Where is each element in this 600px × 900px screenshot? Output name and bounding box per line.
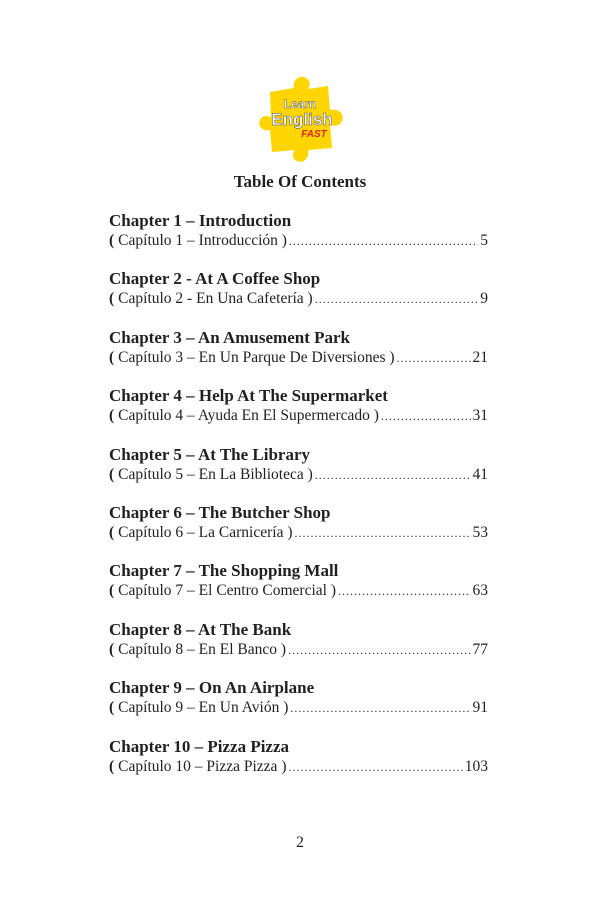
dot-leader	[338, 581, 471, 601]
page-ref: 63	[472, 582, 488, 600]
toc-entry-9[interactable]	[109, 678, 488, 736]
logo-english-text: English	[271, 110, 333, 129]
table-of-contents	[109, 211, 488, 795]
dot-leader	[289, 231, 478, 251]
page-title: Table Of Contents	[233, 172, 367, 191]
toc-entry-5[interactable]	[109, 445, 488, 503]
page-ref: 5	[480, 232, 488, 249]
chapter-subtitle-line	[109, 698, 488, 718]
open-paren: (	[109, 232, 115, 249]
page-ref: 9	[480, 290, 488, 308]
open-paren: (	[109, 348, 115, 366]
chapter-subtitle-line	[109, 465, 488, 485]
dot-leader	[315, 289, 479, 309]
chapter-subtitle-line	[109, 757, 488, 777]
toc-entry-2[interactable]	[109, 269, 488, 327]
page-ref: 21	[472, 348, 488, 366]
chapter-title: Chapter 7 – The Shopping Mall	[109, 561, 339, 581]
toc-entry-4[interactable]	[109, 386, 488, 444]
open-paren: (	[109, 407, 115, 425]
page-ref: 91	[472, 699, 488, 717]
toc-entry-7[interactable]	[109, 561, 488, 619]
chapter-subtitle: Capítulo 3 – En Un Parque De Diversiones )	[118, 348, 395, 366]
chapter-title: Chapter 8 – At The Bank	[109, 619, 292, 639]
dot-leader	[315, 465, 471, 485]
chapter-subtitle-line	[109, 289, 488, 309]
chapter-title: Chapter 2 - At A Coffee Shop	[109, 269, 321, 289]
chapter-subtitle-line	[109, 348, 488, 368]
chapter-title: Chapter 9 – On An Airplane	[109, 678, 315, 698]
chapter-subtitle: Capítulo 9 – En Un Avión )	[118, 699, 289, 717]
open-paren: (	[109, 699, 115, 717]
learn-english-fast-logo	[256, 74, 346, 168]
dot-leader	[381, 406, 471, 426]
open-paren: (	[109, 465, 115, 483]
open-paren: (	[109, 640, 115, 658]
open-paren: (	[109, 582, 115, 600]
chapter-subtitle: Capítulo 5 – En La Biblioteca )	[118, 465, 313, 483]
logo-learn-text: Learn	[283, 97, 317, 111]
chapter-subtitle: Capítulo 6 – La Carnicería )	[118, 523, 293, 541]
logo-fast-text: FAST	[301, 129, 327, 140]
page-ref: 31	[472, 407, 488, 425]
chapter-subtitle: Capítulo 1 – Introducción )	[118, 232, 287, 249]
chapter-title: Chapter 3 – An Amusement Park	[109, 327, 350, 347]
chapter-subtitle: Capítulo 4 – Ayuda En El Supermercado )	[118, 407, 379, 425]
chapter-subtitle-line	[109, 581, 488, 601]
open-paren: (	[109, 290, 115, 308]
chapter-subtitle-line	[109, 231, 488, 251]
chapter-subtitle: Capítulo 2 - En Una Cafetería )	[118, 290, 313, 308]
open-paren: (	[109, 757, 115, 775]
chapter-subtitle: Capítulo 7 – El Centro Comercial )	[118, 582, 336, 600]
page-number: 2	[296, 834, 304, 851]
page-ref: 53	[472, 523, 488, 541]
dot-leader	[397, 348, 471, 368]
chapter-title: Chapter 4 – Help At The Supermarket	[109, 386, 388, 406]
open-paren: (	[109, 523, 115, 541]
dot-leader	[288, 757, 462, 777]
chapter-title: Chapter 10 – Pizza Pizza	[109, 736, 290, 756]
chapter-subtitle: Capítulo 8 – En El Banco )	[118, 640, 287, 658]
toc-entry-3[interactable]	[109, 328, 488, 386]
chapter-subtitle-line	[109, 406, 488, 426]
toc-entry-10[interactable]	[109, 737, 488, 795]
dot-leader	[288, 640, 470, 660]
chapter-title: Chapter 1 – Introduction	[109, 211, 292, 230]
page-ref: 41	[472, 465, 488, 483]
dot-leader	[295, 523, 471, 543]
chapter-title: Chapter 6 – The Butcher Shop	[109, 502, 331, 522]
page-ref: 103	[464, 757, 488, 775]
chapter-title: Chapter 5 – At The Library	[109, 444, 311, 464]
toc-entry-1[interactable]	[109, 211, 488, 269]
chapter-subtitle-line	[109, 640, 488, 660]
toc-entry-8[interactable]	[109, 620, 488, 678]
chapter-subtitle: Capítulo 10 – Pizza Pizza )	[118, 757, 287, 775]
toc-entry-6[interactable]	[109, 503, 488, 561]
page-ref: 77	[472, 640, 488, 658]
chapter-subtitle-line	[109, 523, 488, 543]
dot-leader	[290, 698, 470, 718]
